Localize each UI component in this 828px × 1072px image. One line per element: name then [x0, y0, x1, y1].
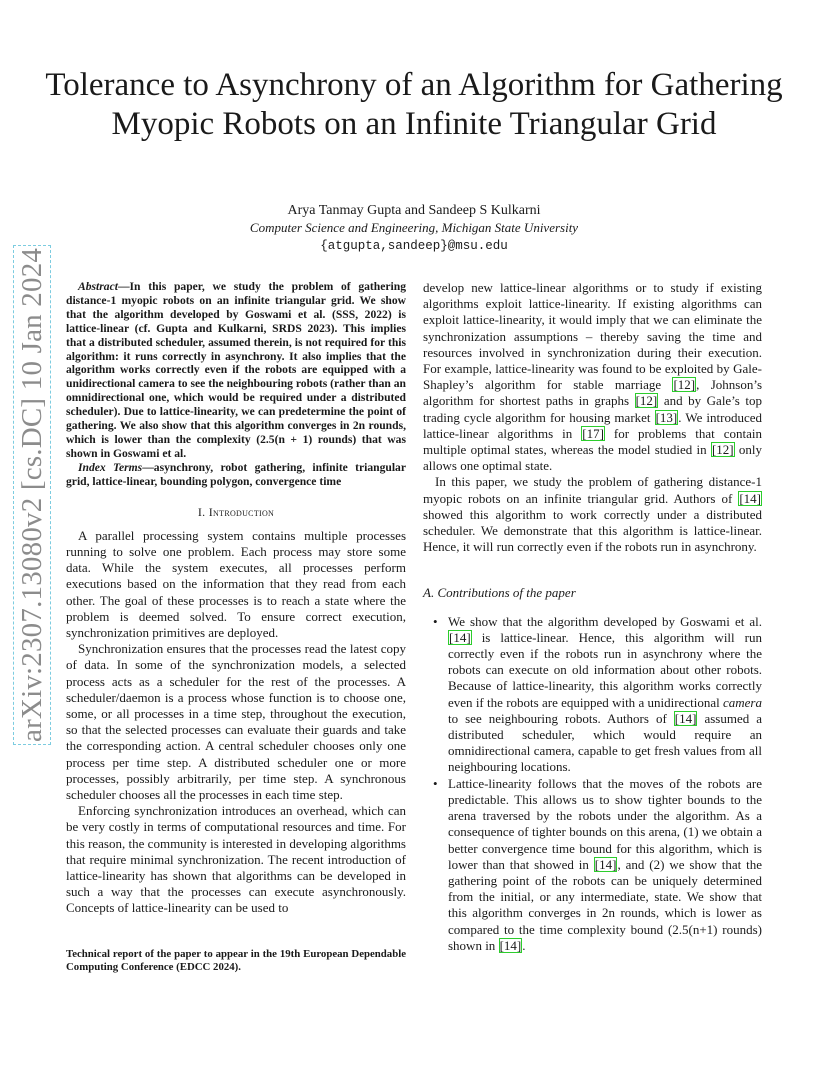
citation-link[interactable]: [14] [449, 629, 471, 645]
text-span: assumed a distributed scheduler, which would require an omnidirectional camera, capable to get fresh values from all neighbouring locations. [448, 710, 762, 775]
text-span: and by Gale’s top trading cycle algorithm for housing market [423, 393, 763, 425]
text-span: Lattice-linearity follows that the moves of the robots are predictable. This allows us to show tighter bounds to the arena traversed by the robots under the algorithm. As a consequence of tighter bounds on this arena, (1) we obtain a better convergence time bound for this algorithm, which is lower than that showed in [448, 775, 762, 872]
list-item [423, 614, 762, 776]
citation-link[interactable]: [14] [739, 490, 761, 506]
text-span: is lattice-linear. Hence, this algorithm will run correctly even if the robots run in asynchrony where the robots can execute on old information about other robots. Because of lattice-linearity, this algorithm works correctly even if the robots are equipped with a unidirectional [448, 629, 762, 710]
intro-paragraph-1: A parallel processing system contains multiple processes running to solve one problem. Each process may store some data. While the system executes, all processes perform executions based on the information that they read from each other. The goal of these processes is to reach a state where the problem is deemed solved. To ensure correct execution, synchronization primitives are deployed. [66, 527, 406, 641]
left-column [66, 280, 406, 917]
citation-link[interactable]: [14] [674, 710, 697, 726]
text-span: to see neighbouring robots. Authors of [448, 710, 667, 726]
subsection-heading-contributions: A. Contributions of the paper [423, 585, 576, 601]
abstract [66, 280, 406, 461]
text-span: , Johnson’s algorithm for shortest paths in graphs [423, 377, 762, 409]
text-span: showed this algorithm to work correctly under a distributed scheduler. We demonstrate that this algorithm is lattice-linear. Hence, it will run correctly even if the robots run in asynchrony. [423, 506, 762, 555]
citation-link[interactable]: [13] [655, 409, 678, 425]
abstract-lead: Abstract [78, 280, 118, 293]
index-terms [66, 461, 406, 489]
citation-link[interactable]: [14] [594, 856, 617, 872]
citation-link[interactable]: [17] [582, 425, 604, 441]
text-span: , and (2) we show that the gathering point of the robots can be uniquely determined from the initial, or any intermediate, state. We show that this algorithm converges in 2n rounds, which is lower as compared to the time complexity bound (2.5(n+1) rounds) shown in [448, 856, 762, 953]
contributions-list [423, 614, 762, 954]
authors: Arya Tanmay Gupta and Sandeep S Kulkarni [287, 203, 541, 218]
text-span: . We introduced lattice-linear algorithms in [423, 409, 762, 441]
abstract-text: —In this paper, we study the problem of gathering distance-1 myopic robots on an infinite triangular grid. We show that the algorithm developed by Goswami et al. (SSS, 2022) is lattice-linear (cf. Gupta and Kulkarni, SRDS 2023). This implies that a distributed scheduler, assumed therein, is not required for this algorithm: it runs correctly in asynchrony. It also implies that the algorithm works correctly even if the robots are equipped with a unidirectional camera to see the neighbouring robots (rather than an omnidirectional one, which would be required under a distributed scheduler). Due to lattice-linearity, we can predetermine the point of gathering. We also show that this algorithm converges in 2n rounds, which is lower than the complexity (2.5(n + 1) rounds) that was shown in Goswami et al. [66, 280, 406, 460]
citation-link[interactable]: [12] [711, 442, 734, 458]
email [0, 236, 828, 255]
intro-paragraph-5 [423, 474, 762, 555]
arxiv-stamp: arXiv:2307.13080v2 [cs.DC] 10 Jan 2024 [16, 247, 48, 742]
intro-paragraph-2: Synchronization ensures that the processes read the latest copy of data. In some of the synchronization models, a selected process acts as a scheduler for the rest of the processes. A scheduler/daemon is a process whose function is to choose one, some, or all processes in a time step, throughout the execution, so that the selected processes can evaluate their guards and take the corresponding action. A central scheduler chooses only one process per time step. A distributed scheduler one or more processes, possibly arbitrarily, per time step. A synchronous scheduler chooses all the processes in each time step. [66, 641, 406, 803]
text-span: We show that the algorithm developed by Goswami et al. [448, 613, 762, 629]
text-span: only allows one optimal state. [423, 442, 762, 474]
text-span: In this paper, we study the problem of gathering distance-1 myopic robots on an infinite triangular grid. Authors of [423, 474, 762, 506]
text-span: develop new lattice-linear algorithms or to study if existing algorithms exploit lattice-linearity. If existing algorithms can exploit lattice-linearity, it would imply that we can eliminate the synchronization assumptions – thereby saving the time and resources involved in synchronization during their execution. For example, lattice-linearity was found to be exploited by Gale-Shapley’s algorithm for stable marriage [423, 280, 762, 393]
index-terms-text: —asynchrony, robot gathering, infinite triangular grid, lattice-linear, bounding polygon, convergence time [66, 460, 406, 488]
list-item [423, 776, 762, 954]
index-terms-lead: Index Terms [78, 460, 143, 474]
intro-paragraph-3: Enforcing synchronization introduces an overhead, which can be very costly in terms of computational resources and time. For this reason, the community is interested in developing algorithms that require minimal synchronization. The recent introduction of lattice-linearity has shown that algorithms can be developed in such a way that the processes can execute asynchronously. Concepts of lattice-linearity can be used to [66, 803, 406, 916]
text-span: for problems that contain multiple optimal states, whereas the model studied in [423, 425, 763, 458]
email-text: {atgupta,sandeep}@msu.edu [320, 239, 508, 253]
section-heading-introduction: I. Introduction [197, 504, 275, 519]
citation-link[interactable]: [14] [499, 937, 522, 953]
citation-link[interactable]: [12] [635, 393, 658, 409]
text-span: . [522, 937, 526, 953]
footnote: Technical report of the paper to appear in the 19th European Dependable Computing Conference (EDCC 2024). [66, 948, 406, 973]
paper-title: Tolerance to Asynchrony of an Algorithm for Gathering Myopic Robots on an Infinite Triangular Grid [45, 67, 783, 142]
citation-link[interactable]: [12] [673, 377, 696, 393]
affiliation: Computer Science and Engineering, Michigan State University [249, 220, 579, 235]
right-column [423, 280, 762, 954]
text-span: camera [723, 694, 762, 710]
intro-paragraph-4 [423, 280, 762, 474]
